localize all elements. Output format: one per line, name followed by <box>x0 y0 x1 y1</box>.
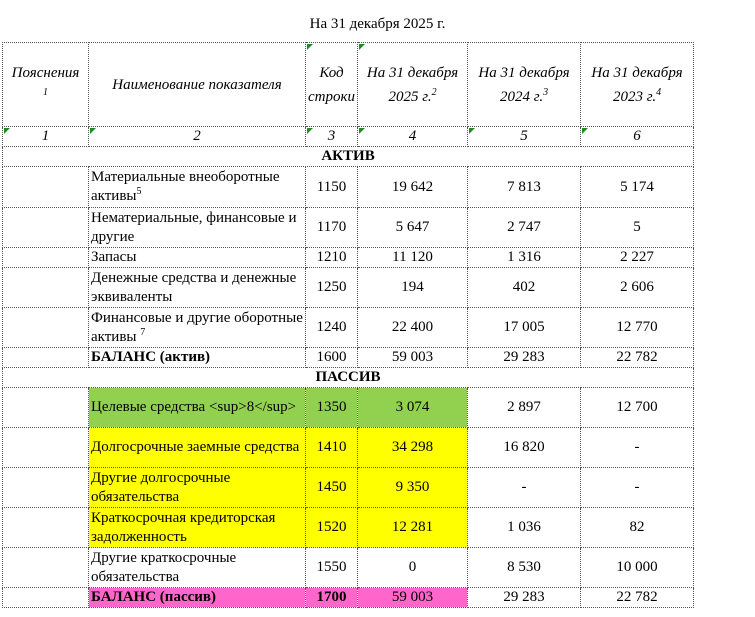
table-row <box>3 388 694 428</box>
indicator-name: Финансовые и другие оборотные активы $^7$ <box>89 308 306 348</box>
line-code: 1550 <box>306 548 358 588</box>
section-title-liabilities: ПАССИВ <box>3 368 694 388</box>
line-code: 1450 <box>306 468 358 508</box>
table-row <box>3 508 694 548</box>
column-number: 4 <box>358 127 468 147</box>
value-2025: 3 074 <box>358 388 468 428</box>
value-2025: 0 <box>358 548 468 588</box>
header-2025: На 31 декабря 2025 г.$^2$ <box>358 43 468 127</box>
explanation-cell <box>3 167 89 208</box>
value-2023: 12 700 <box>581 388 694 428</box>
value-2024: 2 747 <box>468 208 581 248</box>
line-code: 1700 <box>306 588 358 608</box>
indicator-name: БАЛАНС (актив) <box>89 348 306 368</box>
table-row <box>3 468 694 508</box>
value-2025: 22 400 <box>358 308 468 348</box>
line-code: 1410 <box>306 428 358 468</box>
line-code: 1240 <box>306 308 358 348</box>
value-2024: - <box>468 468 581 508</box>
header-2024: На 31 декабря 2024 г.$^3$ <box>468 43 581 127</box>
header-2023: На 31 декабря 2023 г.$^4$ <box>581 43 694 127</box>
indicator-name: Краткосрочная кредиторская задолженность <box>89 508 306 548</box>
section-row-assets <box>3 147 694 167</box>
indicator-name: Запасы <box>89 248 306 268</box>
line-code: 1250 <box>306 268 358 308</box>
explanation-cell <box>3 508 89 548</box>
page-title: На 31 декабря 2025 г. <box>309 16 446 32</box>
value-2024: 17 005 <box>468 308 581 348</box>
indicator-name: Целевые средства <sup>8</sup> <box>89 388 306 428</box>
line-code: 1210 <box>306 248 358 268</box>
column-number: 5 <box>468 127 581 147</box>
column-number: 3 <box>306 127 358 147</box>
value-2025: 59 003 <box>358 348 468 368</box>
value-2025: 12 281 <box>358 508 468 548</box>
explanation-cell <box>3 548 89 588</box>
value-2023: 22 782 <box>581 348 694 368</box>
value-2024: 1 036 <box>468 508 581 548</box>
line-code: 1520 <box>306 508 358 548</box>
indicator-name: Другие краткосрочные обязательства <box>89 548 306 588</box>
value-2023: 82 <box>581 508 694 548</box>
value-2024: 7 813 <box>468 167 581 208</box>
value-2025: 59 003 <box>358 588 468 608</box>
header-indicator-name: Наименование показателя <box>89 43 306 127</box>
indicator-name: Долгосрочные заемные средства <box>89 428 306 468</box>
value-2023: 22 782 <box>581 588 694 608</box>
column-number: 1 <box>3 127 89 147</box>
explanation-cell <box>3 468 89 508</box>
table-row <box>3 548 694 588</box>
value-2024: 8 530 <box>468 548 581 588</box>
value-2024: 29 283 <box>468 348 581 368</box>
value-2024: 29 283 <box>468 588 581 608</box>
column-number: 6 <box>581 127 694 147</box>
header-line-code: Код строки <box>306 43 358 127</box>
explanation-cell <box>3 388 89 428</box>
explanation-cell <box>3 208 89 248</box>
value-2024: 2 897 <box>468 388 581 428</box>
table-row <box>3 208 694 248</box>
indicator-name: БАЛАНС (пассив) <box>89 588 306 608</box>
table-row <box>3 167 694 208</box>
section-title-assets: АКТИВ <box>3 147 694 167</box>
indicator-name: Материальные внеоборотные активы$^5$ <box>89 167 306 208</box>
value-2024: 16 820 <box>468 428 581 468</box>
line-code: 1600 <box>306 348 358 368</box>
value-2023: 12 770 <box>581 308 694 348</box>
value-2023: 5 174 <box>581 167 694 208</box>
balance-table <box>2 42 694 608</box>
indicator-name: Нематериальные, финансовые и другие <box>89 208 306 248</box>
value-2023: 2 606 <box>581 268 694 308</box>
table-row-total <box>3 588 694 608</box>
value-2025: 9 350 <box>358 468 468 508</box>
header-row <box>3 43 694 127</box>
explanation-cell <box>3 348 89 368</box>
line-code: 1170 <box>306 208 358 248</box>
value-2023: 5 <box>581 208 694 248</box>
value-2025: 5 647 <box>358 208 468 248</box>
value-2023: 10 000 <box>581 548 694 588</box>
line-code: 1350 <box>306 388 358 428</box>
explanation-cell <box>3 308 89 348</box>
value-2024: 1 316 <box>468 248 581 268</box>
explanation-cell <box>3 428 89 468</box>
table-row <box>3 268 694 308</box>
value-2025: 11 120 <box>358 248 468 268</box>
table-row <box>3 308 694 348</box>
column-number-row <box>3 127 694 147</box>
indicator-name: Денежные средства и денежные эквиваленты <box>89 268 306 308</box>
value-2025: 19 642 <box>358 167 468 208</box>
value-2023: - <box>581 428 694 468</box>
table-row-total <box>3 348 694 368</box>
value-2023: 2 227 <box>581 248 694 268</box>
value-2024: 402 <box>468 268 581 308</box>
indicator-name: Другие долгосрочные обязательства <box>89 468 306 508</box>
value-2023: - <box>581 468 694 508</box>
table-row <box>3 248 694 268</box>
value-2025: 34 298 <box>358 428 468 468</box>
explanation-cell <box>3 268 89 308</box>
explanation-cell <box>3 248 89 268</box>
line-code: 1150 <box>306 167 358 208</box>
section-row-liabilities <box>3 368 694 388</box>
table-row <box>3 428 694 468</box>
value-2025: 194 <box>358 268 468 308</box>
explanation-cell <box>3 588 89 608</box>
column-number: 2 <box>89 127 306 147</box>
header-explanations: Пояснения $^1$ <box>3 43 89 127</box>
